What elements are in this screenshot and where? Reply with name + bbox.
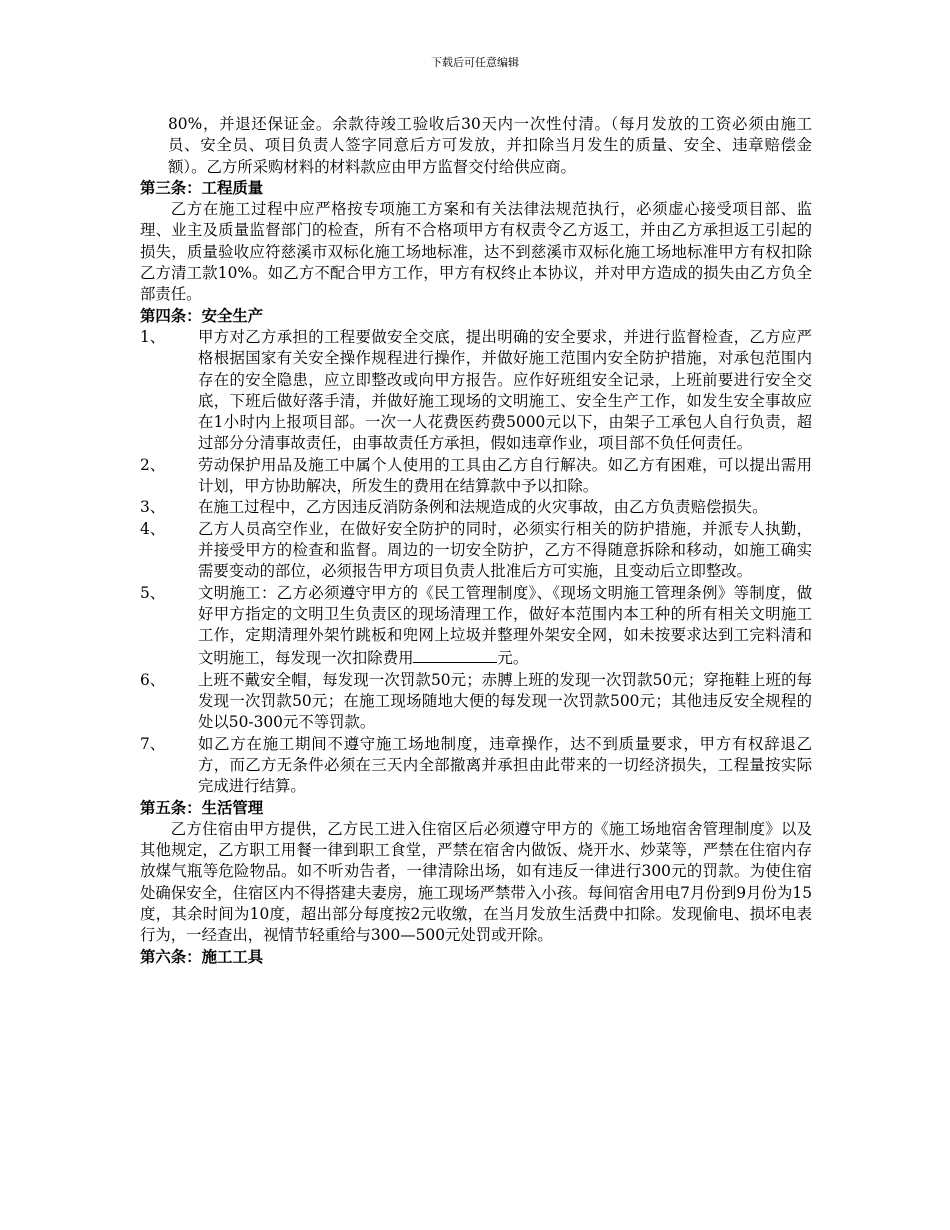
item-text: 甲方对乙方承担的工程要做安全交底，提出明确的安全要求，并进行监督检查，乙方应严格根据国家有关安全操作规程进行操作，并做好施工范围内安全防护措施，对承包范围内存在的安全隐患，应立即整改或向甲方报告。应作好班组安全记录，上班前要进行安全交底，下班后做好落手清，并做好施工现场的文明施工、安全生产工作，如发生安全事故应在1小时内上报项目部。一次一人花费医药费5000元以下，由架子工承包人自行负责，超过部分分清事故责任，由事故责任方承担，假如违章作业，项目部不负任何责任。: [198, 327, 812, 453]
section-5-body: 乙方住宿由甲方提供，乙方民工进入住宿区后必须遵守甲方的《施工场地宿舍管理制度》以及其他规定，乙方职工用餐一律到职工食堂，严禁在宿舍内做饭、烧开水、炒菜等，严禁在住宿内存放煤气瓶等危险物品。如不听劝告者，一律清除出场，如有违反一律进行300元的罚款。为使住宿处确保安全，住宿区内不得搭建夫妻房，施工现场严禁带入小孩。每间宿舍用电7月份到9月份为15度，其余时间为10度，超出部分每度按2元收缴，在当月发放生活费中扣除。发现偷电、损坏电表行为，一经查出，视情节轻重给与300—500元处罚或开除。: [140, 819, 812, 945]
item-number: 2、: [140, 455, 166, 474]
section-5-heading: 第五条：生活管理: [140, 798, 264, 817]
item-text: 文明施工：乙方必须遵守甲方的《民工管理制度》、《现场文明施工管理条例》等制度，做好甲方指定的文明卫生负责区的现场清理工作，做好本范围内本工种的所有相关文明施工工作，定期清理外架竹跳板和兜网上垃圾并整理外架安全网，如未按要求达到工完料清和文明施工，每发现一次扣除费用: [198, 583, 812, 668]
continuation-paragraph: 80%，并退还保证金。余款待竣工验收后30天内一次性付清。（每月发放的工资必须由施工员、安全员、项目负责人签字同意后方可发放，并扣除当月发生的质量、安全、违章赔偿金额）。乙方所采购材料的材料款应由甲方监督交付给供应商。: [168, 115, 812, 176]
safety-item-2: [140, 455, 812, 498]
safety-item-1: [140, 327, 812, 455]
safety-item-3: [140, 497, 812, 518]
item-number: 4、: [140, 519, 166, 538]
safety-item-5: [140, 583, 812, 670]
item-number: 7、: [140, 734, 166, 753]
item-number: 3、: [140, 498, 166, 517]
item-text: 乙方人员高空作业，在做好安全防护的同时，必须实行相关的防护措施，并派专人执勤，并接受甲方的检查和监督。周边的一切安全防护，乙方不得随意拆除和移动，如施工确实需要变动的部位，必须报告甲方项目负责人批准后方可实施，且变动后立即整改。: [198, 519, 812, 581]
item-number: 6、: [140, 670, 166, 689]
item-text: 劳动保护用品及施工中属个人使用的工具由乙方自行解决。如乙方有困难，可以提出需用计划，甲方协助解决，所发生的费用在结算款中予以扣除。: [198, 455, 812, 496]
item-text: 上班不戴安全帽，每发现一次罚款50元；赤膊上班的发现一次罚款50元；穿拖鞋上班的每发现一次罚款50元；在施工现场随地大便的每发现一次罚款500元；其他违反安全规程的处以50-300元不等罚款。: [198, 670, 812, 732]
document-body: [140, 114, 812, 968]
section-6-heading: 第六条：施工工具: [140, 947, 264, 966]
section-4-heading: 第四条：安全生产: [140, 306, 264, 325]
item-suffix: 元。: [497, 649, 529, 668]
safety-item-6: [140, 670, 812, 734]
section-3-heading: 第三条：工程质量: [140, 178, 264, 197]
section-3-body: 乙方在施工过程中应严格按专项施工方案和有关法律法规范执行，必须虚心接受项目部、监理、业主及质量监督部门的检查，所有不合格项甲方有权责令乙方返工，并由乙方承担返工引起的损失，质量验收应符慈溪市双标化施工场地标准，达不到慈溪市双标化施工场地标准甲方有权扣除乙方清工款10%。如乙方不配合甲方工作，甲方有权终止本协议，并对甲方造成的损失由乙方负全部责任。: [140, 200, 812, 304]
safety-item-7: [140, 734, 812, 798]
item-text: 在施工过程中，乙方因违反消防条例和法规造成的火灾事故，由乙方负责赔偿损失。: [198, 498, 768, 517]
item-number: 5、: [140, 583, 166, 602]
page-header: 下载后可任意编辑: [431, 56, 519, 69]
fill-in-blank: [413, 646, 497, 663]
item-text: 如乙方在施工期间不遵守施工场地制度，违章操作，达不到质量要求，甲方有权辞退乙方，而乙方无条件必须在三天内全部撤离并承担由此带来的一切经济损失，工程量按实际完成进行结算。: [198, 734, 812, 796]
safety-item-4: [140, 519, 812, 583]
item-number: 1、: [140, 327, 166, 346]
